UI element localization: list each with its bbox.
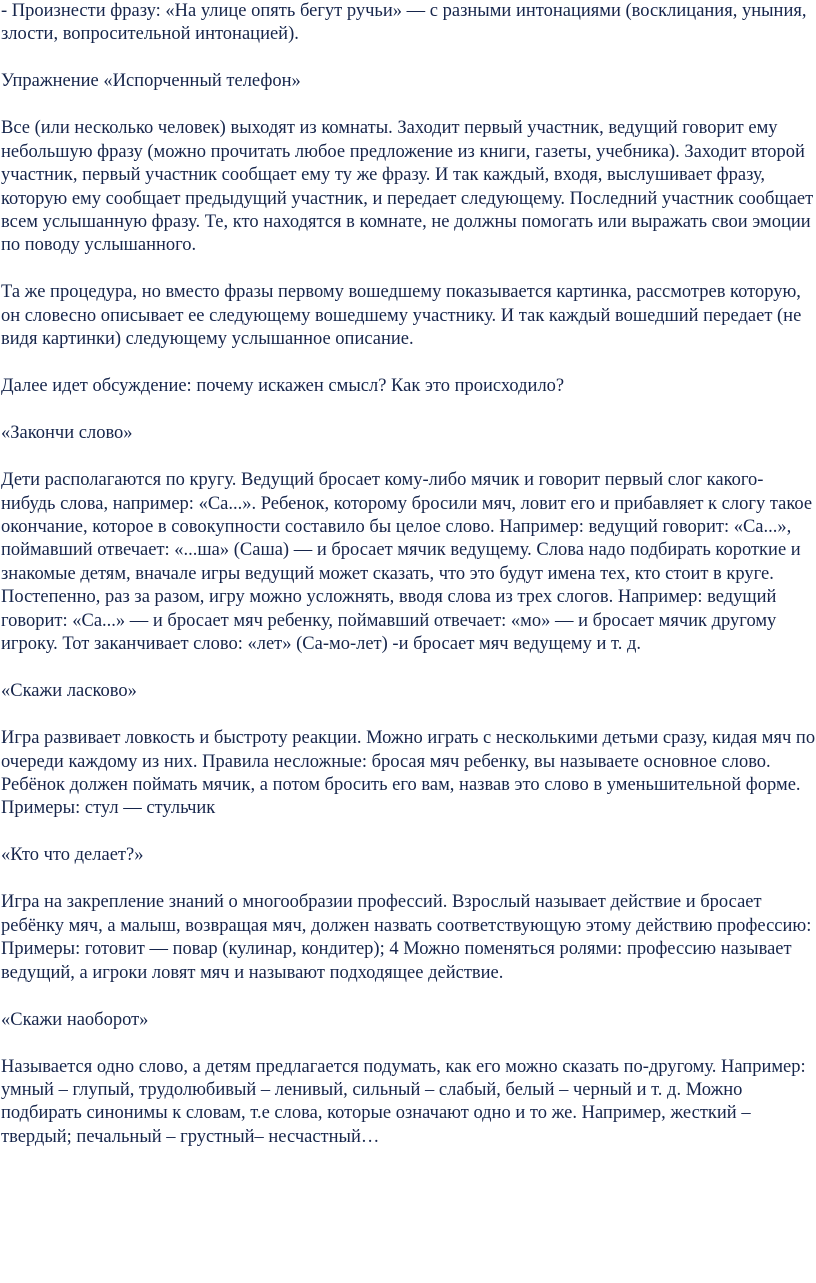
game-heading-who-does-what: «Кто что делает?» — [1, 845, 144, 866]
broken-phone-description: Все (или несколько человек) выходят из комнаты. Заходит первый участник, ведущий говорит ему небольшую фразу (можно прочитать любое предложение из книги, газеты, учебника). Заходит второй участник, первый участник сообщает ему ту же фразу. И так каждый, входя, выслушивает фразу, которую ему сообщает предыдущий участник, и передает следующему. Последний участник сообщает всем услышанную фразу. Те, кто находятся в комнате, не должны помогать или выражать свои эмоции по поводу услышанного. — [1, 118, 814, 256]
say-opposite-description: Называется одно слово, а детям предлагается подумать, как его можно сказать по-другому. Например: умный – глупый, трудолюбивый – ленивый, сильный – слабый, белый – черный и т. д. Можно подбирать синонимы к словам, т.е слова, которые означают одно и то же. Например, жесткий – твердый; печальный – грустный– несчастный… — [1, 1056, 806, 1147]
game-heading-say-kindly: «Скажи ласково» — [1, 681, 137, 702]
say-kindly-description: Игра развивает ловкость и быстроту реакции. Можно играть с несколькими детьми сразу, кидая мяч по очереди каждому из них. Правила несложные: бросая мяч ребенку, вы называете основное слово. Ребёнок должен поймать мячик, а потом бросить его вам, назвав это слово в уменьшительной форме. Примеры: стул — стульчик — [1, 728, 816, 819]
intonation-instruction: - Произнести фразу: «На улице опять бегут ручьи» — с разными интонациями (восклицания, уныния, злости, вопросительной интонацией). — [1, 1, 807, 45]
exercise-heading-broken-phone: Упражнение «Испорченный телефон» — [1, 71, 301, 92]
broken-phone-discussion: Далее идет обсуждение: почему искажен смысл? Как это происходило? — [1, 376, 565, 397]
game-heading-finish-word: «Закончи слово» — [1, 423, 133, 444]
broken-phone-variation: Та же процедура, но вместо фразы первому вошедшему показывается картинка, рассмотрев которую, он словесно описывает ее следующему вошедшему участнику. И так каждый вошедший передает (не видя картинки) следующему услышанное описание. — [1, 282, 802, 350]
finish-word-description: Дети располагаются по кругу. Ведущий бросает кому-либо мячик и говорит первый слог какого-нибудь слова, например: «Са...». Ребенок, которому бросили мяч, ловит его и прибавляет к слогу такое окончание, которое в совокупности составило бы целое слово. Например: ведущий говорит: «Са...», поймавший отвечает: «...ша» (Саша) — и бросает мячик ведущему. Слова надо подбирать короткие и знакомые детям, вначале игры ведущий может сказать, что это будут имена тех, кто стоит в круге. Постепенно, раз за разом, игру можно усложнять, вводя слова из трех слогов. Например: ведущий говорит: «Са...» — и бросает мяч ребенку, поймавший отвечает: «мо» — и бросает мячик другому игроку. Тот заканчивает слово: «лет» (Са-мо-лет) -и бросает мяч ведущему и т. д. — [1, 470, 813, 655]
who-does-what-description: Игра на закрепление знаний о многообразии профессий. Взрослый называет действие и бросает ребёнку мяч, а малыш, возвращая мяч, должен назвать соответствующую этому действию профессию: Примеры: готовит — повар (кулинар, кондитер); 4 Можно поменяться ролями: профессию называет ведущий, а игроки ловят мяч и называют подходящее действие. — [1, 892, 812, 983]
game-heading-say-opposite: «Скажи наоборот» — [1, 1009, 149, 1030]
